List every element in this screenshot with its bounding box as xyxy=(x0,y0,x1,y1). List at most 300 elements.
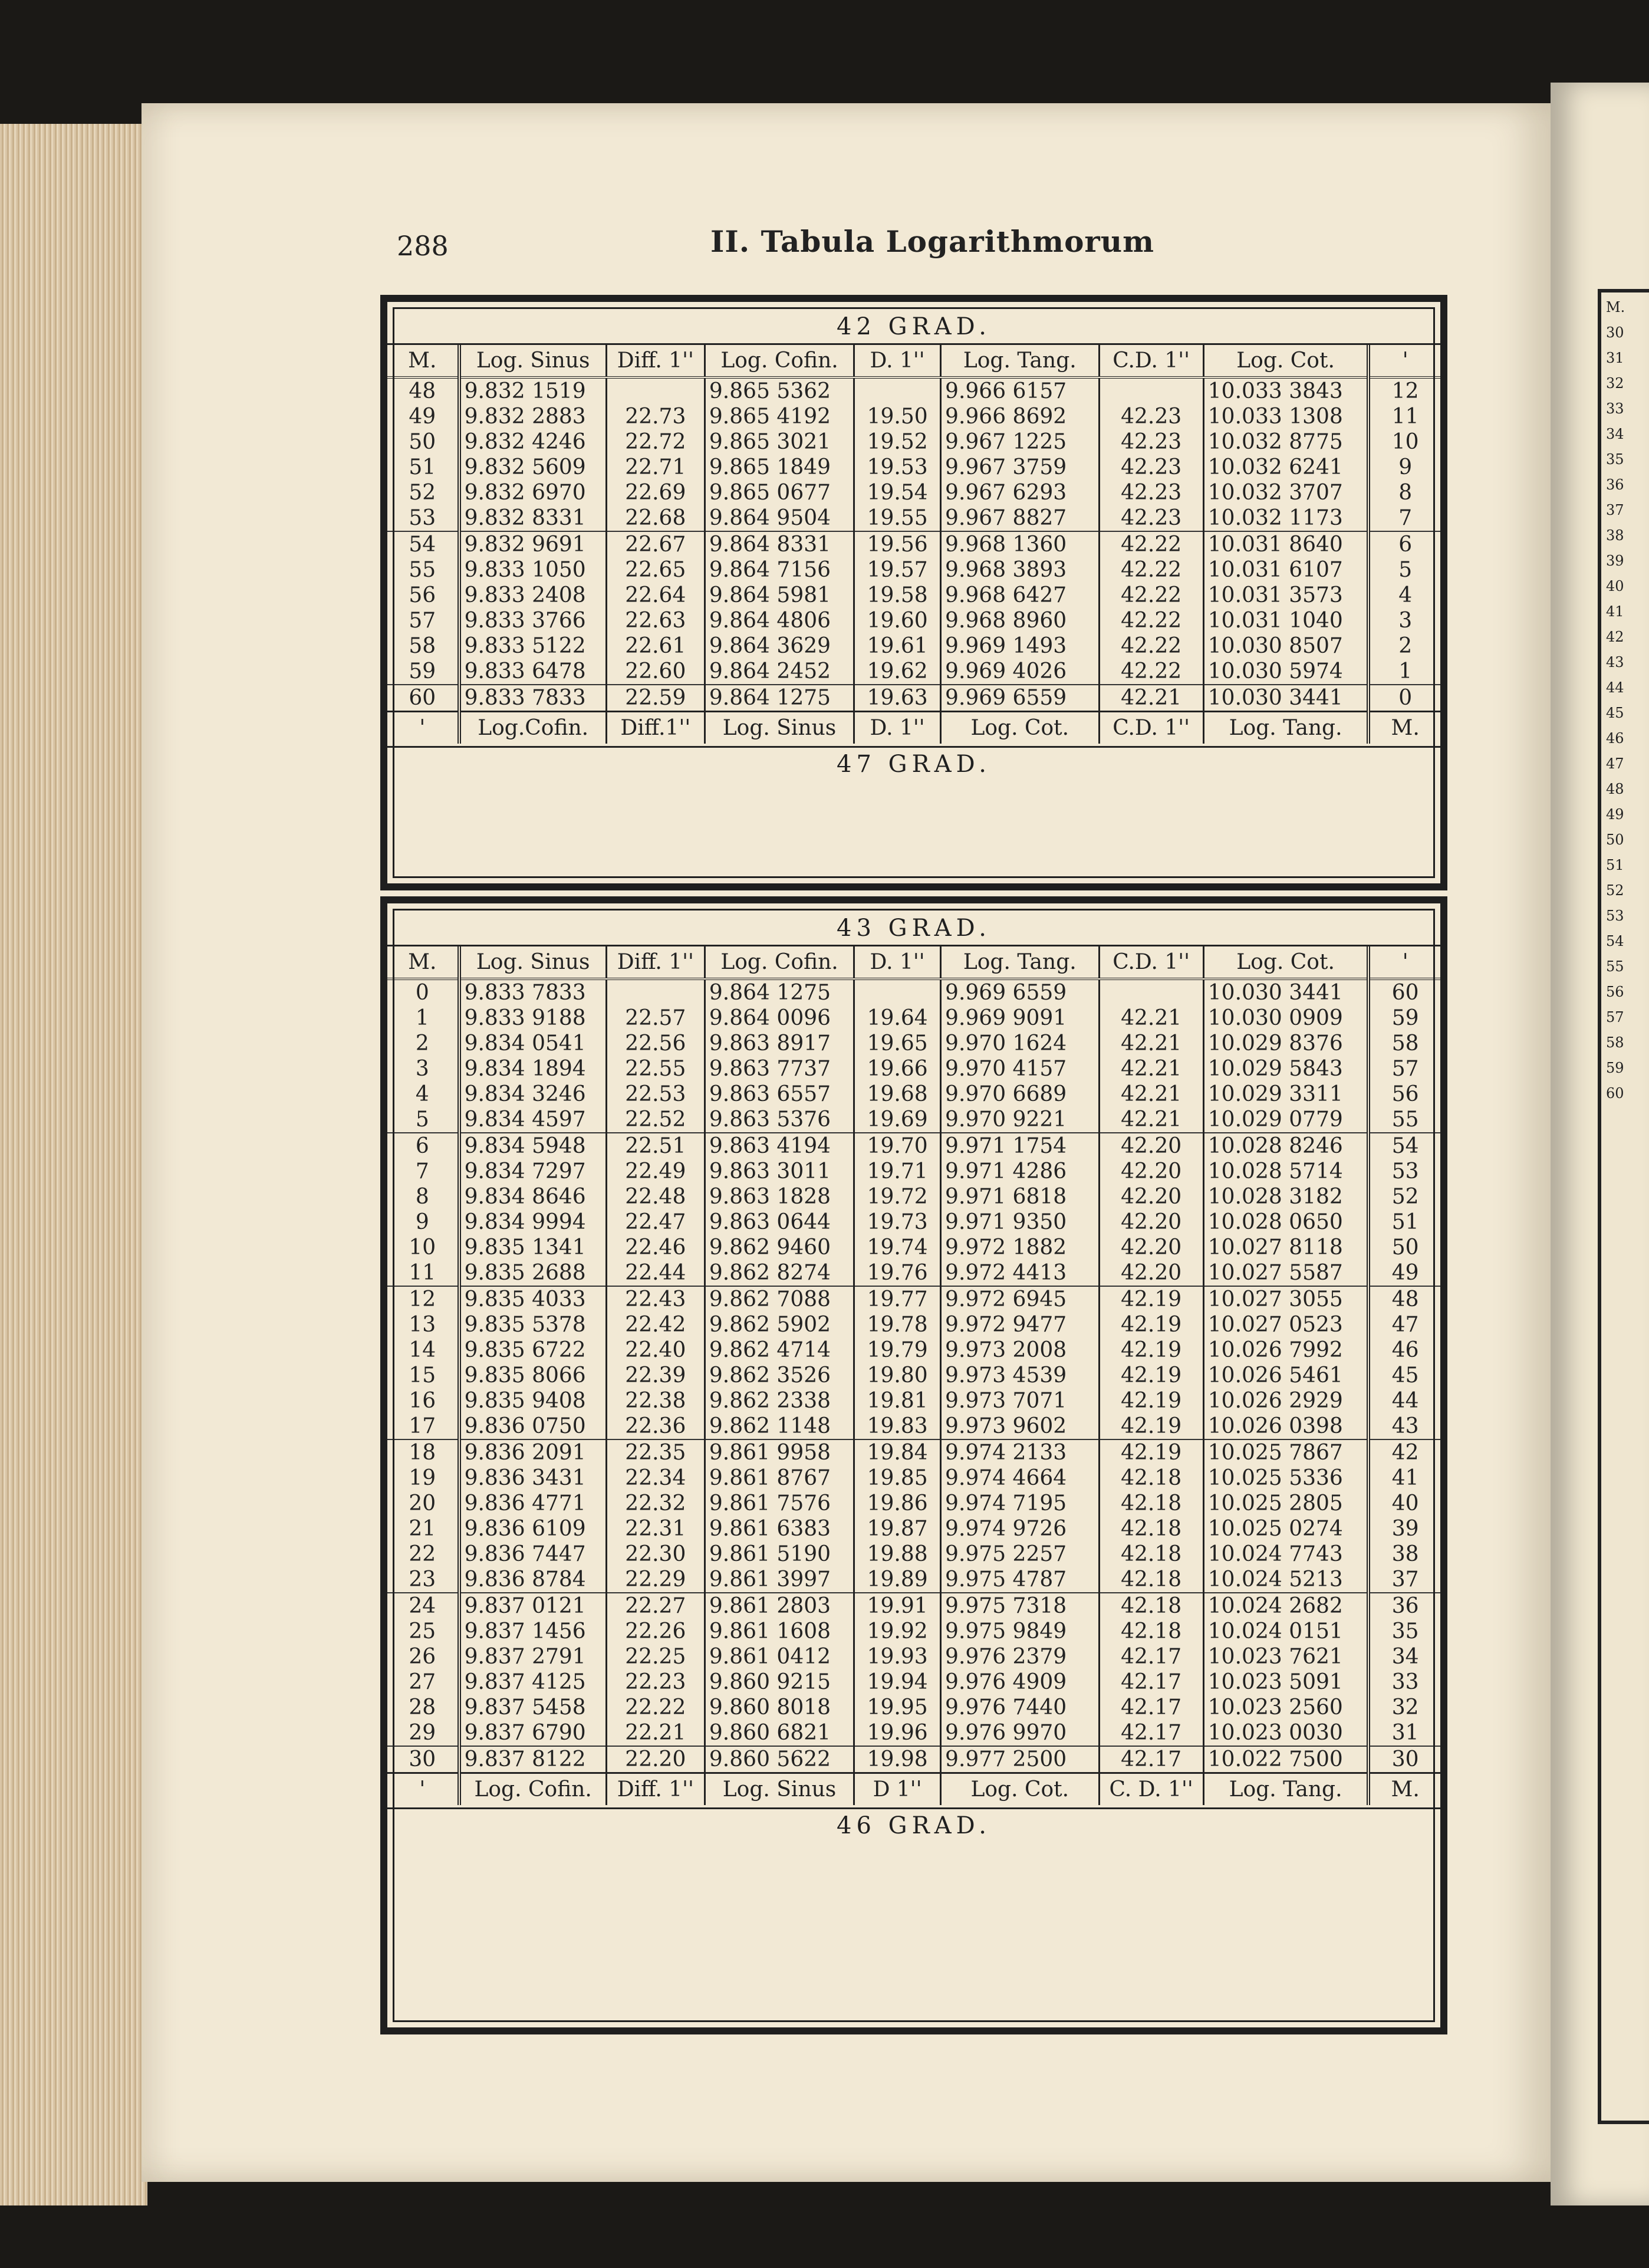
cell-log-cot: 10.030 3441 xyxy=(1203,979,1368,1005)
cell-log-tang: 9.969 1493 xyxy=(941,633,1099,659)
cell-log-sinus: 9.835 5378 xyxy=(459,1312,607,1337)
cell-log-cosin: 9.862 2338 xyxy=(705,1388,854,1414)
cell-diff: 22.57 xyxy=(606,1005,705,1031)
cell-minute: 21 xyxy=(387,1516,459,1541)
cell-log-cot: 10.027 0523 xyxy=(1203,1312,1368,1337)
facing-page-minute: 60 xyxy=(1606,1085,1624,1102)
cell-minute-complement: 60 xyxy=(1391,981,1419,1005)
cell-minute: 8 xyxy=(387,1184,459,1209)
cell-minute: 20 xyxy=(387,1491,459,1516)
cell-log-cosin: 9.861 9958 xyxy=(705,1439,854,1465)
cell-d: 19.94 xyxy=(854,1669,941,1695)
cell-log-sinus: 9.834 4597 xyxy=(459,1107,607,1133)
cell-log-sinus: 9.833 6478 xyxy=(459,659,607,685)
cell-d: 19.92 xyxy=(854,1619,941,1644)
table-row xyxy=(387,1388,1440,1414)
facing-page-minute: 53 xyxy=(1606,908,1624,924)
cell-log-cot: 10.032 6241 xyxy=(1203,455,1368,480)
cell-minute-complement: 10 xyxy=(1391,430,1419,454)
column-footer-log-cosin: Log. Sinus xyxy=(705,712,854,744)
cell-log-cosin: 9.864 0096 xyxy=(705,1005,854,1031)
cell-minute-complement: 50 xyxy=(1391,1235,1419,1260)
column-header-log-cot: Log. Cot. xyxy=(1203,946,1368,979)
cell-cd: 42.22 xyxy=(1099,633,1203,659)
cell-log-sinus: 9.832 6970 xyxy=(459,480,607,505)
cell-log-cot: 10.031 8640 xyxy=(1203,531,1368,557)
cell-minute-complement: 58 xyxy=(1391,1031,1419,1056)
cell-log-cosin: 9.862 5902 xyxy=(705,1312,854,1337)
cell-d: 19.74 xyxy=(854,1235,941,1260)
cell-log-cosin: 9.861 6383 xyxy=(705,1516,854,1541)
cell-log-cot: 10.026 2929 xyxy=(1203,1388,1368,1414)
cell-d: 19.68 xyxy=(854,1082,941,1107)
cell-minute-complement: 9 xyxy=(1398,455,1413,479)
table-body xyxy=(387,377,1440,712)
cell-log-sinus: 9.837 1456 xyxy=(459,1619,607,1644)
table-row xyxy=(387,1337,1440,1363)
table-row xyxy=(387,1107,1440,1133)
cell-d: 19.72 xyxy=(854,1184,941,1209)
column-footer-minute: ' xyxy=(387,712,459,744)
cell-minute-complement: 44 xyxy=(1391,1389,1419,1413)
cell-log-sinus: 9.835 8066 xyxy=(459,1363,607,1388)
cell-d: 19.58 xyxy=(854,583,941,608)
cell-log-cot: 10.028 5714 xyxy=(1203,1159,1368,1184)
table-row xyxy=(387,1491,1440,1516)
table-row xyxy=(387,1031,1440,1056)
facing-page-minute: 42 xyxy=(1606,629,1624,645)
cell-d: 19.61 xyxy=(854,633,941,659)
cell-diff xyxy=(606,377,705,404)
cell-d: 19.60 xyxy=(854,608,941,633)
column-footer-log-sinus: Log. Cofin. xyxy=(459,1773,607,1806)
cell-log-sinus: 9.833 1050 xyxy=(459,557,607,583)
cell-d: 19.71 xyxy=(854,1159,941,1184)
cell-minute: 10 xyxy=(387,1235,459,1260)
cell-log-tang: 9.972 6945 xyxy=(941,1286,1099,1312)
table-row xyxy=(387,1644,1440,1669)
cell-d: 19.62 xyxy=(854,659,941,685)
cell-d: 19.56 xyxy=(854,531,941,557)
cell-diff: 22.65 xyxy=(606,557,705,583)
cell-log-tang: 9.969 4026 xyxy=(941,659,1099,685)
cell-diff: 22.27 xyxy=(606,1593,705,1619)
cell-minute-complement: 52 xyxy=(1391,1185,1419,1209)
cell-minute: 28 xyxy=(387,1695,459,1720)
table-row xyxy=(387,633,1440,659)
table-row xyxy=(387,455,1440,480)
cell-log-tang: 9.969 6559 xyxy=(941,979,1099,1005)
table-row xyxy=(387,1286,1440,1312)
cell-diff: 22.53 xyxy=(606,1082,705,1107)
log-table xyxy=(387,345,1440,744)
cell-log-cot: 10.023 2560 xyxy=(1203,1695,1368,1720)
cell-minute: 13 xyxy=(387,1312,459,1337)
table-row xyxy=(387,557,1440,583)
cell-minute: 56 xyxy=(387,583,459,608)
cell-minute: 7 xyxy=(387,1159,459,1184)
table-body xyxy=(387,979,1440,1773)
facing-page-minute: 46 xyxy=(1606,730,1624,747)
cell-d: 19.57 xyxy=(854,557,941,583)
cell-log-tang: 9.974 2133 xyxy=(941,1439,1099,1465)
facing-page-minute: 39 xyxy=(1606,553,1624,569)
cell-log-cosin: 9.865 3021 xyxy=(705,429,854,455)
cell-log-sinus: 9.832 8331 xyxy=(459,505,607,531)
column-footer-d: D 1'' xyxy=(854,1773,941,1806)
column-footer-log-tang: Log. Cot. xyxy=(941,1773,1099,1806)
column-header-d: D. 1'' xyxy=(854,946,941,979)
cell-d: 19.78 xyxy=(854,1312,941,1337)
cell-log-cosin: 9.863 7737 xyxy=(705,1056,854,1082)
cell-log-cot: 10.024 2682 xyxy=(1203,1593,1368,1619)
cell-diff: 22.20 xyxy=(606,1746,705,1773)
cell-log-cot: 10.030 0909 xyxy=(1203,1005,1368,1031)
cell-minute-complement: 45 xyxy=(1391,1363,1419,1388)
cell-log-tang: 9.977 2500 xyxy=(941,1746,1099,1773)
cell-log-cot: 10.031 3573 xyxy=(1203,583,1368,608)
cell-log-sinus: 9.832 5609 xyxy=(459,455,607,480)
column-header-minute: M. xyxy=(387,946,459,979)
facing-page-minute: 36 xyxy=(1606,476,1624,493)
cell-diff: 22.29 xyxy=(606,1567,705,1593)
cell-cd: 42.20 xyxy=(1099,1209,1203,1235)
cell-cd: 42.18 xyxy=(1099,1619,1203,1644)
cell-log-tang: 9.976 2379 xyxy=(941,1644,1099,1669)
facing-page-minute: 43 xyxy=(1606,654,1624,670)
cell-log-cot: 10.027 8118 xyxy=(1203,1235,1368,1260)
facing-page-minute: 45 xyxy=(1606,705,1624,721)
cell-log-sinus: 9.834 8646 xyxy=(459,1184,607,1209)
footer-row xyxy=(387,1773,1440,1806)
cell-log-cot: 10.028 0650 xyxy=(1203,1209,1368,1235)
facing-page-table-edge xyxy=(1598,289,1649,2124)
cell-log-tang: 9.974 7195 xyxy=(941,1491,1099,1516)
cell-log-sinus: 9.836 6109 xyxy=(459,1516,607,1541)
facing-page-minute: 56 xyxy=(1606,984,1624,1000)
cell-minute: 57 xyxy=(387,608,459,633)
table-row xyxy=(387,1593,1440,1619)
cell-minute: 23 xyxy=(387,1567,459,1593)
table-row xyxy=(387,608,1440,633)
cell-minute-complement: 34 xyxy=(1391,1645,1419,1669)
cell-log-sinus: 9.835 9408 xyxy=(459,1388,607,1414)
cell-minute-complement: 42 xyxy=(1368,1439,1440,1465)
cell-log-cot: 10.027 3055 xyxy=(1203,1286,1368,1312)
cell-diff: 22.73 xyxy=(606,404,705,429)
cell-log-sinus: 9.834 7297 xyxy=(459,1159,607,1184)
cell-minute: 60 xyxy=(387,685,459,712)
cell-log-tang: 9.973 7071 xyxy=(941,1388,1099,1414)
cell-minute-complement: 56 xyxy=(1391,1082,1419,1106)
cell-minute-complement: 37 xyxy=(1391,1567,1419,1592)
column-header-cd: C.D. 1'' xyxy=(1099,946,1203,979)
cell-log-cosin: 9.862 8274 xyxy=(705,1260,854,1286)
cell-log-cosin: 9.862 1148 xyxy=(705,1414,854,1439)
table-row xyxy=(387,480,1440,505)
cell-log-cot: 10.024 5213 xyxy=(1203,1567,1368,1593)
cell-log-cot: 10.032 8775 xyxy=(1203,429,1368,455)
cell-minute: 5 xyxy=(387,1107,459,1133)
cell-log-cosin: 9.862 3526 xyxy=(705,1363,854,1388)
cell-minute: 26 xyxy=(387,1644,459,1669)
cell-d: 19.65 xyxy=(854,1031,941,1056)
cell-cd: 42.22 xyxy=(1099,583,1203,608)
cell-cd: 42.21 xyxy=(1099,1005,1203,1031)
cell-minute-complement: 33 xyxy=(1391,1670,1419,1694)
table-row xyxy=(387,1209,1440,1235)
cell-log-cot: 10.023 5091 xyxy=(1203,1669,1368,1695)
table-row xyxy=(387,583,1440,608)
cell-minute-complement: 53 xyxy=(1391,1159,1419,1184)
cell-log-sinus: 9.835 6722 xyxy=(459,1337,607,1363)
cell-log-tang: 9.969 9091 xyxy=(941,1005,1099,1031)
column-footer-minute-complement: M. xyxy=(1368,712,1440,744)
log-table-43-grad xyxy=(380,896,1447,2034)
cell-d: 19.88 xyxy=(854,1541,941,1567)
cell-log-tang: 9.971 6818 xyxy=(941,1184,1099,1209)
cell-log-sinus: 9.836 3431 xyxy=(459,1465,607,1491)
cell-log-cosin: 9.864 1275 xyxy=(705,685,854,712)
grad-title-top: 43 GRAD. xyxy=(387,916,1440,946)
cell-cd: 42.21 xyxy=(1099,1082,1203,1107)
column-header-log-tang: Log. Tang. xyxy=(941,345,1099,377)
cell-minute-complement: 30 xyxy=(1368,1746,1440,1773)
cell-log-cosin: 9.862 9460 xyxy=(705,1235,854,1260)
column-footer-log-tang: Log. Cot. xyxy=(941,712,1099,744)
column-header-cd: C.D. 1'' xyxy=(1099,345,1203,377)
cell-minute-complement: 36 xyxy=(1368,1593,1440,1619)
facing-page-minute: 37 xyxy=(1606,502,1624,518)
cell-minute-complement: 8 xyxy=(1398,481,1413,505)
column-header-minute-complement: ' xyxy=(1368,345,1440,377)
cell-minute-complement: 57 xyxy=(1391,1057,1419,1081)
facing-page-minute: 51 xyxy=(1606,857,1624,873)
cell-log-cot: 10.032 1173 xyxy=(1203,505,1368,531)
cell-log-tang: 9.973 9602 xyxy=(941,1414,1099,1439)
cell-log-tang: 9.972 1882 xyxy=(941,1235,1099,1260)
cell-diff: 22.69 xyxy=(606,480,705,505)
cell-log-cosin: 9.861 2803 xyxy=(705,1593,854,1619)
cell-diff: 22.32 xyxy=(606,1491,705,1516)
cell-log-cot: 10.029 5843 xyxy=(1203,1056,1368,1082)
cell-diff: 22.42 xyxy=(606,1312,705,1337)
cell-minute-complement: 41 xyxy=(1391,1466,1419,1490)
cell-log-sinus: 9.837 5458 xyxy=(459,1695,607,1720)
cell-log-tang: 9.967 6293 xyxy=(941,480,1099,505)
cell-log-cosin: 9.865 1849 xyxy=(705,455,854,480)
cell-minute-complement: 6 xyxy=(1368,531,1440,557)
cell-log-sinus: 9.833 3766 xyxy=(459,608,607,633)
cell-cd: 42.20 xyxy=(1099,1133,1203,1159)
cell-minute-complement: 5 xyxy=(1398,558,1413,582)
cell-d: 19.95 xyxy=(854,1695,941,1720)
cell-log-cosin: 9.863 3011 xyxy=(705,1159,854,1184)
cell-log-tang: 9.972 4413 xyxy=(941,1260,1099,1286)
cell-minute-complement: 38 xyxy=(1391,1542,1419,1566)
cell-minute: 24 xyxy=(387,1593,459,1619)
cell-log-sinus: 9.836 7447 xyxy=(459,1541,607,1567)
cell-d: 19.63 xyxy=(854,685,941,712)
facing-page-minute: 49 xyxy=(1606,806,1624,823)
cell-minute-complement: 54 xyxy=(1368,1133,1440,1159)
cell-cd: 42.18 xyxy=(1099,1491,1203,1516)
cell-diff: 22.47 xyxy=(606,1209,705,1235)
cell-minute: 53 xyxy=(387,505,459,531)
table-row xyxy=(387,685,1440,712)
column-footer-minute-complement: M. xyxy=(1368,1773,1440,1806)
cell-log-sinus: 9.835 2688 xyxy=(459,1260,607,1286)
cell-cd: 42.20 xyxy=(1099,1235,1203,1260)
column-footer-log-cosin: Log. Sinus xyxy=(705,1773,854,1806)
cell-minute-complement: 31 xyxy=(1391,1721,1419,1745)
cell-cd: 42.20 xyxy=(1099,1260,1203,1286)
cell-log-tang: 9.971 9350 xyxy=(941,1209,1099,1235)
cell-cd: 42.23 xyxy=(1099,505,1203,531)
cell-minute: 17 xyxy=(387,1414,459,1439)
cell-log-cot: 10.026 5461 xyxy=(1203,1363,1368,1388)
cell-log-sinus: 9.836 8784 xyxy=(459,1567,607,1593)
cell-diff: 22.21 xyxy=(606,1720,705,1746)
cell-cd: 42.23 xyxy=(1099,404,1203,429)
table-row xyxy=(387,1567,1440,1593)
table-row xyxy=(387,1619,1440,1644)
cell-log-tang: 9.969 6559 xyxy=(941,685,1099,712)
cell-minute-complement: 4 xyxy=(1398,583,1413,607)
cell-cd: 42.18 xyxy=(1099,1567,1203,1593)
cell-diff: 22.48 xyxy=(606,1184,705,1209)
cell-log-cot: 10.025 5336 xyxy=(1203,1465,1368,1491)
cell-log-cosin: 9.861 0412 xyxy=(705,1644,854,1669)
column-header-log-tang: Log. Tang. xyxy=(941,946,1099,979)
cell-log-cosin: 9.861 8767 xyxy=(705,1465,854,1491)
facing-page-minute: 32 xyxy=(1606,375,1624,392)
cell-minute: 9 xyxy=(387,1209,459,1235)
cell-log-sinus: 9.834 1894 xyxy=(459,1056,607,1082)
cell-minute: 25 xyxy=(387,1619,459,1644)
cell-log-tang: 9.974 9726 xyxy=(941,1516,1099,1541)
column-header-minute-complement: ' xyxy=(1368,946,1440,979)
cell-minute-complement: 43 xyxy=(1391,1414,1419,1438)
cell-d: 19.98 xyxy=(854,1746,941,1773)
cell-log-cot: 10.024 7743 xyxy=(1203,1541,1368,1567)
cell-minute: 1 xyxy=(387,1005,459,1031)
cell-d: 19.91 xyxy=(854,1593,941,1619)
cell-diff: 22.39 xyxy=(606,1363,705,1388)
cell-log-sinus: 9.837 0121 xyxy=(459,1593,607,1619)
cell-cd: 42.22 xyxy=(1099,557,1203,583)
table-row xyxy=(387,505,1440,531)
cell-cd: 42.20 xyxy=(1099,1184,1203,1209)
facing-page-minute: 34 xyxy=(1606,426,1624,442)
page-number: 288 xyxy=(397,230,449,262)
cell-log-sinus: 9.832 2883 xyxy=(459,404,607,429)
cell-cd: 42.17 xyxy=(1099,1695,1203,1720)
cell-log-cot: 10.031 6107 xyxy=(1203,557,1368,583)
header-row xyxy=(387,345,1440,377)
table-row xyxy=(387,659,1440,685)
cell-log-tang: 9.975 2257 xyxy=(941,1541,1099,1567)
cell-minute: 2 xyxy=(387,1031,459,1056)
facing-page-minute: 40 xyxy=(1606,578,1624,594)
table-row xyxy=(387,1363,1440,1388)
cell-minute: 3 xyxy=(387,1056,459,1082)
cell-log-cosin: 9.861 1608 xyxy=(705,1619,854,1644)
cell-log-cosin: 9.864 8331 xyxy=(705,531,854,557)
cell-diff: 22.46 xyxy=(606,1235,705,1260)
cell-log-sinus: 9.837 8122 xyxy=(459,1746,607,1773)
cell-diff: 22.71 xyxy=(606,455,705,480)
cell-log-sinus: 9.833 9188 xyxy=(459,1005,607,1031)
column-footer-diff: Diff. 1'' xyxy=(606,1773,705,1806)
cell-minute-complement: 46 xyxy=(1391,1338,1419,1362)
cell-log-cosin: 9.863 5376 xyxy=(705,1107,854,1133)
cell-minute: 14 xyxy=(387,1337,459,1363)
cell-log-sinus: 9.837 4125 xyxy=(459,1669,607,1695)
cell-log-tang: 9.970 1624 xyxy=(941,1031,1099,1056)
cell-minute: 55 xyxy=(387,557,459,583)
column-footer-minute: ' xyxy=(387,1773,459,1806)
cell-d: 19.83 xyxy=(854,1414,941,1439)
table-row xyxy=(387,1184,1440,1209)
column-header-diff: Diff. 1'' xyxy=(606,345,705,377)
cell-d: 19.96 xyxy=(854,1720,941,1746)
table-row xyxy=(387,979,1440,1005)
cell-d: 19.85 xyxy=(854,1465,941,1491)
cell-log-cot: 10.031 1040 xyxy=(1203,608,1368,633)
cell-log-cot: 10.026 0398 xyxy=(1203,1414,1368,1439)
column-footer-log-cot: Log. Tang. xyxy=(1203,712,1368,744)
table-row xyxy=(387,1056,1440,1082)
column-header-log-cosin: Log. Cofin. xyxy=(705,345,854,377)
cell-d: 19.50 xyxy=(854,404,941,429)
cell-d: 19.55 xyxy=(854,505,941,531)
cell-minute: 30 xyxy=(387,1746,459,1773)
cell-log-sinus: 9.833 5122 xyxy=(459,633,607,659)
cell-log-cot: 10.033 3843 xyxy=(1203,377,1368,404)
cell-cd: 42.17 xyxy=(1099,1746,1203,1773)
cell-minute: 0 xyxy=(387,979,459,1005)
cell-d: 19.64 xyxy=(854,1005,941,1031)
cell-minute-complement: 1 xyxy=(1398,659,1413,683)
cell-cd: 42.18 xyxy=(1099,1541,1203,1567)
cell-log-sinus: 9.834 3246 xyxy=(459,1082,607,1107)
cell-cd xyxy=(1099,979,1203,1005)
table-row xyxy=(387,1159,1440,1184)
cell-diff: 22.38 xyxy=(606,1388,705,1414)
cell-log-cosin: 9.862 4714 xyxy=(705,1337,854,1363)
cell-d: 19.86 xyxy=(854,1491,941,1516)
cell-d xyxy=(854,979,941,1005)
cell-cd: 42.19 xyxy=(1099,1388,1203,1414)
header-row xyxy=(387,946,1440,979)
table-row xyxy=(387,1414,1440,1439)
cell-log-tang: 9.966 8692 xyxy=(941,404,1099,429)
cell-cd: 42.23 xyxy=(1099,480,1203,505)
cell-cd: 42.17 xyxy=(1099,1720,1203,1746)
cell-diff: 22.30 xyxy=(606,1541,705,1567)
cell-cd: 42.19 xyxy=(1099,1439,1203,1465)
cell-log-cosin: 9.864 3629 xyxy=(705,633,854,659)
cell-log-tang: 9.968 8960 xyxy=(941,608,1099,633)
cell-cd: 42.20 xyxy=(1099,1159,1203,1184)
cell-log-tang: 9.970 9221 xyxy=(941,1107,1099,1133)
cell-minute: 29 xyxy=(387,1720,459,1746)
table-row xyxy=(387,1516,1440,1541)
cell-cd: 42.22 xyxy=(1099,608,1203,633)
log-table xyxy=(387,946,1440,1805)
cell-cd: 42.22 xyxy=(1099,659,1203,685)
